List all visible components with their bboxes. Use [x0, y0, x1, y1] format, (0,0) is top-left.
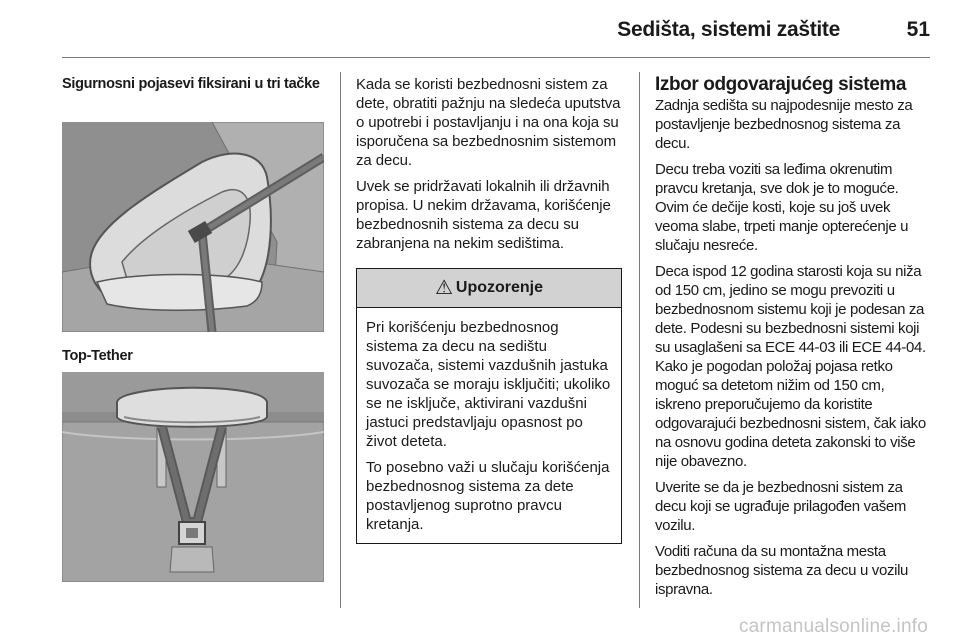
- age-height-paragraph: Deca ispod 12 godina starosti koja su niža od 150 cm, jedino se mogu prevoziti u bezbednosnom sistemu koji je podesan za dete. Podesni su bezbednosni sistemi koji su usaglašeni sa ECE 44-03 ili ECE 44-04. Kako je pogodan položaj pojasa retko moguć sa detetom nižim od 150 cm, iskreno preporučujemo da koristite odgovarajući bezbednosni sistem, čak iako na osnovu godina deteta zakonski to više nije obavezno.: [655, 263, 926, 470]
- warning-triangle-icon: ⚠: [434, 277, 453, 299]
- vehicle-fit-paragraph: Uverite se da je bezbednosni sistem za decu koji se ugrađuje prilagođen vašem vozilu.: [655, 479, 907, 534]
- column-divider-right: [639, 72, 640, 608]
- warning-rearward-paragraph: To posebno važi u slučaju korišćenja bezbednosnog sistema za dete postavljenog suprotno pravcu kretanja.: [366, 459, 610, 533]
- child-seat-drawing: [62, 122, 324, 332]
- top-tether-drawing: [62, 372, 324, 582]
- warning-title: Upozorenje: [455, 279, 544, 296]
- column-divider-left: [340, 72, 341, 608]
- warning-body: [357, 308, 621, 534]
- intro-paragraph: Kada se koristi bezbednosni sistem za dete, obratiti pažnju na sledeća uputstva o upotrebi i postavljanju i na ona koja su isporučena sa bezbednosnim sistemom za decu.: [356, 76, 621, 169]
- heading-three-point-belts: Sigurnosni pojasevi fiksirani u tri tačke: [62, 76, 320, 92]
- warning-box: [356, 268, 622, 544]
- watermark: carmanualsonline.info: [738, 616, 928, 637]
- page-number: 51: [906, 18, 930, 41]
- mounting-points-paragraph: Voditi računa da su montažna mesta bezbednosnog sistema za decu u vozilu ispravna.: [655, 543, 909, 598]
- header-rule: [62, 57, 930, 58]
- warning-header: [357, 269, 621, 308]
- child-seat-three-point-belt-illustration: [62, 122, 324, 332]
- rearward-facing-paragraph: Decu treba voziti sa leđima okrenutim pravcu kretanja, sve dok je to moguće. Ovim će dečije kosti, koje su još uvek veoma slabe, trpeti manje opterećenje u slučaju nesreće.: [655, 161, 909, 254]
- left-column: [62, 76, 324, 93]
- right-column: [655, 74, 927, 606]
- middle-column: [356, 75, 624, 260]
- page-header-title: Sedišta, sistemi zaštite: [617, 18, 840, 41]
- heading-top-tether: Top-Tether: [62, 348, 133, 364]
- top-tether-illustration: [62, 372, 324, 582]
- regulations-paragraph: Uvek se pridržavati lokalnih ili državnih propisa. U nekim državama, korišćenje bezbednosnih sistema za decu su zabranjena na nekim sedištima.: [356, 178, 611, 252]
- rear-seats-paragraph: Zadnja sedišta su najpodesnije mesto za postavljenje bezbednosnog sistema za decu.: [655, 97, 913, 152]
- section-heading-choosing-system: Izbor odgovarajućeg sistema: [655, 74, 907, 95]
- warning-airbag-paragraph: Pri korišćenju bezbednosnog sistema za decu na sedištu suvozača, sistemi vazdušnih jastuka suvozača se moraju isključiti; ukoliko se ne isključe, aktivirani vazdušni jastuci predstavljaju opasnost po život deteta.: [366, 319, 611, 450]
